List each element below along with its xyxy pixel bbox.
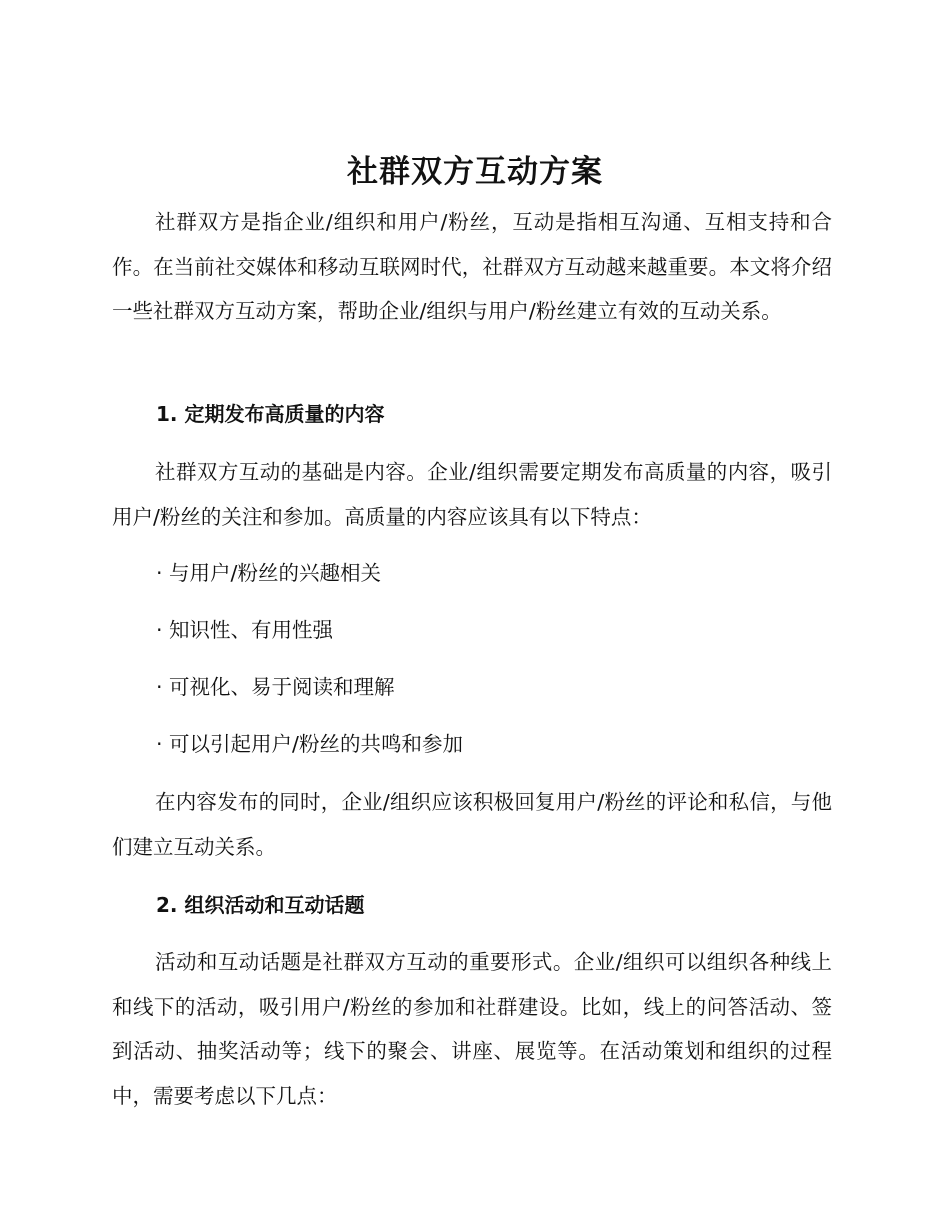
bullet-item: · 与用户/粉丝的兴趣相关	[156, 561, 381, 585]
section-1-heading: 1. 定期发布高质量的内容	[156, 402, 385, 426]
bullet-item: · 可以引起用户/粉丝的共鸣和参加	[156, 732, 463, 756]
bullet-item: · 可视化、易于阅读和理解	[156, 675, 395, 699]
bullet-item: · 知识性、有用性强	[156, 618, 334, 642]
document-title: 社群双方互动方案	[347, 154, 603, 190]
section-2-paragraph: 活动和互动话题是社群双方互动的重要形式。企业/组织可以组织各种线上和线下的活动，吸引用户/粉丝的参加和社群建设。比如，线上的问答活动、签到活动、抽奖活动等；线下的聚会、讲座、展览等。在活动策划和组织的过程中，需要考虑以下几点：	[112, 950, 832, 1108]
section-1-paragraph: 社群双方互动的基础是内容。企业/组织需要定期发布高质量的内容，吸引用户/粉丝的关注和参加。高质量的内容应该具有以下特点：	[112, 460, 832, 529]
section-2-heading: 2. 组织活动和互动话题	[156, 893, 365, 917]
section-1-closing-paragraph: 在内容发布的同时，企业/组织应该积极回复用户/粉丝的评论和私信，与他们建立互动关系。	[112, 790, 832, 859]
intro-paragraph: 社群双方是指企业/组织和用户/粉丝，互动是指相互沟通、互相支持和合作。在当前社交媒体和移动互联网时代，社群双方互动越来越重要。本文将介绍一些社群双方互动方案，帮助企业/组织与用户/粉丝建立有效的互动关系。	[112, 210, 832, 323]
